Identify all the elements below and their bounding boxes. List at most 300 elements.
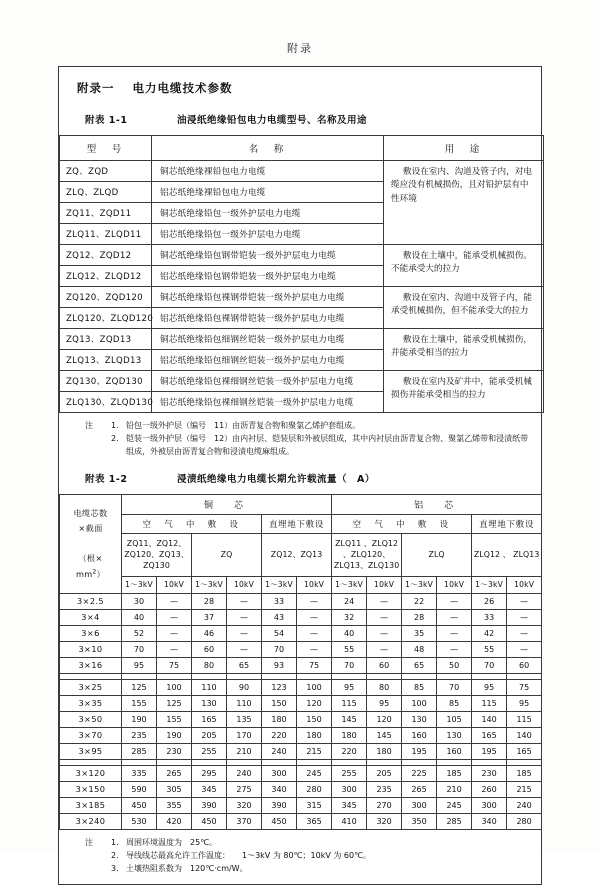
cell-value: 245: [297, 765, 332, 781]
cell-value: 70: [437, 679, 472, 695]
voltage-header: 10kV: [507, 576, 542, 593]
cell-value: —: [227, 641, 262, 657]
table-row: [60, 727, 542, 743]
cell-value: 320: [367, 813, 402, 829]
cell-value: 40: [332, 625, 367, 641]
table-1-1-title: 油浸纸绝缘铅包电力电缆型号、名称及用途: [177, 115, 368, 126]
cell-use: 敷设在土壤中，能承受机械损伤，并能承受相当的拉力: [384, 329, 544, 371]
cell-value: 140: [507, 727, 542, 743]
table-row: [60, 609, 542, 625]
cell-value: 85: [402, 679, 437, 695]
table-row: [60, 625, 542, 641]
cell-value: 60: [367, 657, 402, 673]
cell-value: 37: [192, 609, 227, 625]
cell-value: 165: [472, 727, 507, 743]
cell-value: —: [507, 593, 542, 609]
voltage-header: 1～3kV: [332, 576, 367, 593]
cell-value: 350: [402, 813, 437, 829]
cell-value: —: [507, 609, 542, 625]
cell-name: 铜芯纸绝缘铅包细钢丝铠装一级外护层电力电缆: [152, 329, 384, 350]
cell-value: 75: [507, 679, 542, 695]
cell-value: 70: [472, 657, 507, 673]
cell-value: 390: [192, 797, 227, 813]
cell-value: 270: [367, 797, 402, 813]
cell-value: 95: [122, 657, 157, 673]
cell-value: 345: [332, 797, 367, 813]
voltage-header: 1～3kV: [122, 576, 157, 593]
cell-value: 230: [157, 743, 192, 759]
cell-model: ZLQ12、ZLQD12: [60, 266, 152, 287]
cell-value: 55: [472, 641, 507, 657]
cell-value: 125: [122, 679, 157, 695]
cell-value: 240: [227, 765, 262, 781]
cell-value: 365: [297, 813, 332, 829]
cell-value: 100: [297, 679, 332, 695]
header-use: 用 途: [384, 136, 544, 161]
voltage-header: 10kV: [297, 576, 332, 593]
cell-value: 300: [332, 781, 367, 797]
table-row: [60, 287, 544, 308]
cell-size: 3×25: [60, 679, 122, 695]
cell-size: 3×4: [60, 609, 122, 625]
laying-header-air-copper: 空 气 中 敷 设: [122, 514, 262, 533]
cell-value: 115: [332, 695, 367, 711]
voltage-header: 1～3kV: [262, 576, 297, 593]
cell-value: 155: [157, 711, 192, 727]
cell-value: 24: [332, 593, 367, 609]
cell-name: 铝芯纸绝缘铅包裸钢带铠装一级外护层电力电缆: [152, 308, 384, 329]
cell-value: —: [227, 593, 262, 609]
note-text: 土壤热阻系数为 120℃·cm/W。: [126, 863, 248, 873]
appendix-heading: [59, 67, 541, 108]
cell-value: 180: [332, 727, 367, 743]
cell-value: 180: [367, 743, 402, 759]
table-row: [60, 813, 542, 829]
table-1-2-notes: [59, 830, 541, 884]
cell-value: 145: [367, 727, 402, 743]
cell-value: 190: [122, 711, 157, 727]
voltage-header: 10kV: [437, 576, 472, 593]
cell-value: 70: [332, 657, 367, 673]
cell-value: 265: [157, 765, 192, 781]
cell-value: 110: [227, 695, 262, 711]
cell-model: ZLQ、ZLQD: [60, 182, 152, 203]
cell-value: —: [367, 641, 402, 657]
cell-value: 28: [402, 609, 437, 625]
type-group-zlq: ZLQ: [402, 533, 472, 576]
table-row: [60, 641, 542, 657]
cell-value: 195: [472, 743, 507, 759]
note-number: 2.: [111, 850, 119, 860]
appendix-title-text: 电力电缆技术参数: [132, 81, 233, 95]
cell-value: 40: [122, 609, 157, 625]
cell-value: 60: [507, 657, 542, 673]
page-header: 附录: [287, 42, 313, 55]
table-row: [60, 765, 542, 781]
table-1-2: [59, 494, 542, 830]
cell-value: —: [507, 641, 542, 657]
table-row: [60, 743, 542, 759]
cell-value: 35: [402, 625, 437, 641]
cell-value: 195: [402, 743, 437, 759]
cell-value: —: [157, 641, 192, 657]
cell-value: 150: [262, 695, 297, 711]
cell-value: 120: [297, 695, 332, 711]
cell-size: 3×185: [60, 797, 122, 813]
type-group-zq: ZQ: [192, 533, 262, 576]
cell-value: 345: [192, 781, 227, 797]
table-row: [60, 657, 542, 673]
laying-group-header-row: [60, 514, 542, 533]
note-number: 3.: [111, 863, 119, 873]
cell-size: 3×240: [60, 813, 122, 829]
laying-header-air-aluminum: 空 气 中 敷 设: [332, 514, 472, 533]
cell-value: 215: [297, 743, 332, 759]
voltage-header: 10kV: [157, 576, 192, 593]
cell-value: 205: [192, 727, 227, 743]
cell-value: 22: [402, 593, 437, 609]
cell-value: 80: [192, 657, 227, 673]
table-row: [60, 593, 542, 609]
cell-size: 3×16: [60, 657, 122, 673]
cell-value: 120: [367, 711, 402, 727]
table-row: [60, 329, 544, 350]
voltage-header: 1～3kV: [472, 576, 507, 593]
cell-use: 敷设在室内、沟道及管子内，对电缆应没有机械损伤，且对铅护层有中性环境: [384, 161, 544, 245]
cell-value: —: [297, 593, 332, 609]
table-1-1-caption: [59, 108, 541, 135]
note-number: 1.: [111, 421, 119, 430]
cell-model: ZLQ13、ZLQD13: [60, 350, 152, 371]
cell-value: 95: [507, 695, 542, 711]
cell-value: 410: [332, 813, 367, 829]
cell-value: —: [157, 609, 192, 625]
cell-value: 275: [227, 781, 262, 797]
core-group-header-row: [60, 494, 542, 514]
cell-name: 铜芯纸绝缘铅包裸钢带铠装一级外护层电力电缆: [152, 287, 384, 308]
cell-model: ZLQ130、ZLQD130: [60, 392, 152, 413]
cell-use: 敷设在室内及矿井中，能承受机械损伤并能承受相当的拉力: [384, 371, 544, 413]
cell-model: ZQ12、ZQD12: [60, 245, 152, 266]
cell-name: 铜芯纸绝缘裸铅包电力电缆: [152, 161, 384, 182]
cell-value: —: [367, 593, 402, 609]
cell-value: 30: [122, 593, 157, 609]
voltage-header: 10kV: [227, 576, 262, 593]
cell-value: 340: [262, 781, 297, 797]
cell-name: 铜芯纸绝缘铅包裸细钢丝铠装一级外护层电力电缆: [152, 371, 384, 392]
cell-value: —: [437, 625, 472, 641]
table-row: [60, 695, 542, 711]
cell-value: 135: [227, 711, 262, 727]
cell-value: 215: [507, 781, 542, 797]
cell-value: 255: [332, 765, 367, 781]
cell-value: 46: [192, 625, 227, 641]
cell-model: ZQ、ZQD: [60, 161, 152, 182]
cell-value: —: [367, 609, 402, 625]
cell-size: 3×10: [60, 641, 122, 657]
cell-value: 26: [472, 593, 507, 609]
cell-value: 450: [262, 813, 297, 829]
cell-value: 60: [192, 641, 227, 657]
cell-model: ZQ11、ZQD11: [60, 203, 152, 224]
cell-value: 65: [227, 657, 262, 673]
row-axis-header: [60, 494, 122, 593]
cell-size: 3×50: [60, 711, 122, 727]
cell-value: 90: [227, 679, 262, 695]
table-1-2-title: 浸渍纸绝缘电力电缆长期允许载流量（ A）: [177, 473, 375, 485]
cell-value: 180: [297, 727, 332, 743]
cell-value: 235: [367, 781, 402, 797]
table-1-2-caption: [59, 467, 541, 494]
cell-value: 85: [437, 695, 472, 711]
cell-value: 130: [192, 695, 227, 711]
table-1-2-number: 附表 1-2: [85, 473, 128, 485]
cell-value: 80: [367, 679, 402, 695]
cell-value: 185: [437, 765, 472, 781]
cell-value: —: [227, 625, 262, 641]
type-group-zlq12-zlq13: ZLQ12 、 ZLQ13: [472, 533, 542, 576]
cell-value: 55: [332, 641, 367, 657]
type-group-zlq-series: ZLQ11 、ZLQ12 、ZLQ120、 ZLQ13、ZLQ130: [332, 533, 402, 576]
cell-name: 铜芯纸绝缘铅包一级外护层电力电缆: [152, 203, 384, 224]
table-1-2-body: [60, 494, 542, 829]
note-number: 2.: [111, 433, 119, 443]
cell-value: 165: [507, 743, 542, 759]
cell-value: 245: [437, 797, 472, 813]
table-1-1: [59, 135, 544, 413]
cell-value: 100: [157, 679, 192, 695]
cell-name: 铝芯纸绝缘铅包裸细钢丝铠装一级外护层电力电缆: [152, 392, 384, 413]
cell-value: 115: [507, 711, 542, 727]
cell-name: 铜芯纸绝缘铅包钢带铠装一级外护层电力电缆: [152, 245, 384, 266]
header-name: 名 称: [152, 136, 384, 161]
table-1-1-number: 附表 1-1: [85, 115, 128, 126]
cell-value: 42: [472, 625, 507, 641]
cell-model: ZQ130、ZQD130: [60, 371, 152, 392]
appendix-number: 附录一: [77, 81, 115, 95]
table-row: [60, 161, 544, 182]
cell-value: 530: [122, 813, 157, 829]
cell-size: 3×150: [60, 781, 122, 797]
cell-value: —: [157, 593, 192, 609]
cell-value: 230: [472, 765, 507, 781]
table-row: [60, 781, 542, 797]
cell-value: 590: [122, 781, 157, 797]
cell-value: —: [297, 641, 332, 657]
cell-value: —: [227, 609, 262, 625]
appendix-frame: [58, 66, 542, 885]
cell-value: 33: [472, 609, 507, 625]
table-1-1-header-row: [60, 136, 544, 161]
cell-value: 100: [402, 695, 437, 711]
cell-value: 280: [507, 813, 542, 829]
cell-value: 75: [297, 657, 332, 673]
cell-value: 355: [157, 797, 192, 813]
cell-value: 125: [157, 695, 192, 711]
cell-value: —: [367, 625, 402, 641]
cell-value: 300: [262, 765, 297, 781]
cell-value: 145: [332, 711, 367, 727]
type-group-zq-series: ZQ11、ZQ12、ZQ120、ZQ13、ZQ130: [122, 533, 192, 576]
cell-value: 160: [402, 727, 437, 743]
type-group-zq12-zq13: ZQ12、ZQ13: [262, 533, 332, 576]
cell-size: 3×2.5: [60, 593, 122, 609]
cell-size: 3×6: [60, 625, 122, 641]
note-item: [85, 850, 531, 863]
cell-size: 3×35: [60, 695, 122, 711]
cell-value: 70: [122, 641, 157, 657]
cell-value: 150: [297, 711, 332, 727]
axis-unit-prefix: （根× mm: [75, 553, 112, 579]
axis-unit-suffix: ）: [96, 568, 106, 579]
axis-line-1: 电缆芯数: [73, 507, 108, 518]
cell-value: 320: [227, 797, 262, 813]
cell-value: 95: [332, 679, 367, 695]
cell-use: 敷设在土壤中，能承受机械损伤。不能承受大的拉力: [384, 245, 544, 287]
cell-value: 165: [192, 711, 227, 727]
cell-value: 54: [262, 625, 297, 641]
notes-label: 注: [85, 837, 93, 847]
cell-value: —: [297, 609, 332, 625]
cell-value: 450: [192, 813, 227, 829]
cell-value: 390: [262, 797, 297, 813]
cell-value: —: [297, 625, 332, 641]
cell-value: 140: [472, 711, 507, 727]
cell-value: 155: [122, 695, 157, 711]
cell-value: —: [507, 625, 542, 641]
cell-size: 3×120: [60, 765, 122, 781]
cell-value: 295: [192, 765, 227, 781]
cell-value: 265: [402, 781, 437, 797]
cell-value: 48: [402, 641, 437, 657]
table-row: [60, 245, 544, 266]
cell-value: 240: [262, 743, 297, 759]
voltage-header: 1～3kV: [192, 576, 227, 593]
note-text: 周围环境温度为 25℃。: [126, 837, 218, 847]
note-item: [85, 837, 531, 850]
cell-value: 190: [157, 727, 192, 743]
cell-value: 300: [402, 797, 437, 813]
cell-value: 285: [122, 743, 157, 759]
note-text: 导线线芯最高允许工作温度： 1～3kV 为 80℃；10kV 为 60℃。: [126, 850, 372, 860]
cell-use: 敷设在室内、沟道中及管子内，能承受机械损伤，但不能承受大的拉力: [384, 287, 544, 329]
cell-value: 32: [332, 609, 367, 625]
cell-value: —: [437, 593, 472, 609]
table-1-1-notes: [59, 413, 541, 467]
cell-value: —: [437, 609, 472, 625]
note-item: [85, 863, 531, 876]
cell-value: 43: [262, 609, 297, 625]
cell-value: 315: [297, 797, 332, 813]
cell-value: 300: [472, 797, 507, 813]
cell-value: 225: [402, 765, 437, 781]
cell-value: 52: [122, 625, 157, 641]
cell-value: 93: [262, 657, 297, 673]
notes-label: 注: [85, 421, 93, 430]
cell-value: 285: [437, 813, 472, 829]
voltage-header: 10kV: [367, 576, 402, 593]
cell-model: ZLQ120、ZLQD120: [60, 308, 152, 329]
cell-value: 220: [262, 727, 297, 743]
cell-value: 65: [402, 657, 437, 673]
cell-value: 185: [507, 765, 542, 781]
group-header-copper: 铜 芯: [122, 494, 332, 514]
table-row: [60, 371, 544, 392]
cell-value: —: [437, 641, 472, 657]
cell-value: 210: [437, 781, 472, 797]
cell-value: 260: [472, 781, 507, 797]
note-item: [85, 433, 531, 459]
cell-value: 95: [367, 695, 402, 711]
cell-value: 420: [157, 813, 192, 829]
cell-value: 340: [472, 813, 507, 829]
cell-value: 130: [402, 711, 437, 727]
table-row: [60, 711, 542, 727]
cell-size: 3×95: [60, 743, 122, 759]
voltage-header-row: [60, 576, 542, 593]
note-text: 铅包一级外护层（编号 11）由沥青复合物和聚氯乙烯护套组成。: [126, 421, 361, 430]
cell-name: 铝芯纸绝缘铅包一级外护层电力电缆: [152, 224, 384, 245]
note-number: 1.: [111, 837, 119, 847]
cell-value: 235: [122, 727, 157, 743]
note-text: 铠装一级外护层（编号 12）由内衬层、铠装层和外被层组成，其中内衬层由沥青复合物、聚氯乙烯带和浸渍纸带组成，外被层由沥青复合物和浸渍电缆麻组成。: [126, 433, 529, 456]
cell-value: 180: [262, 711, 297, 727]
cell-value: 170: [227, 727, 262, 743]
cell-value: —: [157, 625, 192, 641]
cell-name: 铝芯纸绝缘铅包细钢丝铠装一级外护层电力电缆: [152, 350, 384, 371]
cell-value: 28: [192, 593, 227, 609]
cell-value: 305: [157, 781, 192, 797]
cell-value: 240: [507, 797, 542, 813]
laying-header-buried-aluminum: 直埋地下敷设: [472, 514, 542, 533]
cell-model: ZQ13、ZQD13: [60, 329, 152, 350]
cell-size: 3×70: [60, 727, 122, 743]
cell-name: 铝芯纸绝缘裸铅包电力电缆: [152, 182, 384, 203]
voltage-header: 1～3kV: [402, 576, 437, 593]
cell-value: 70: [262, 641, 297, 657]
header-model: 型 号: [60, 136, 152, 161]
cell-value: 205: [367, 765, 402, 781]
axis-line-2: ×截面: [78, 523, 103, 534]
cell-value: 130: [437, 727, 472, 743]
cell-value: 75: [157, 657, 192, 673]
cell-value: 123: [262, 679, 297, 695]
cell-value: 370: [227, 813, 262, 829]
cell-value: 50: [437, 657, 472, 673]
cell-value: 110: [192, 679, 227, 695]
cell-value: 105: [437, 711, 472, 727]
cell-value: 335: [122, 765, 157, 781]
table-row: [60, 797, 542, 813]
note-item: [85, 420, 531, 433]
cell-value: 450: [122, 797, 157, 813]
cell-value: 220: [332, 743, 367, 759]
laying-header-buried-copper: 直埋地下敷设: [262, 514, 332, 533]
axis-unit-sup: 2: [92, 568, 97, 575]
cell-model: ZLQ11、ZLQD11: [60, 224, 152, 245]
cell-model: ZQ120、ZQD120: [60, 287, 152, 308]
group-header-aluminum: 铝 芯: [332, 494, 542, 514]
type-group-header-row: [60, 533, 542, 576]
cell-value: 33: [262, 593, 297, 609]
cell-value: 255: [192, 743, 227, 759]
table-row: [60, 679, 542, 695]
cell-value: 95: [472, 679, 507, 695]
table-1-1-body: [60, 161, 544, 413]
cell-name: 铝芯纸绝缘铅包钢带铠装一级外护层电力电缆: [152, 266, 384, 287]
cell-value: 280: [297, 781, 332, 797]
cell-value: 210: [227, 743, 262, 759]
